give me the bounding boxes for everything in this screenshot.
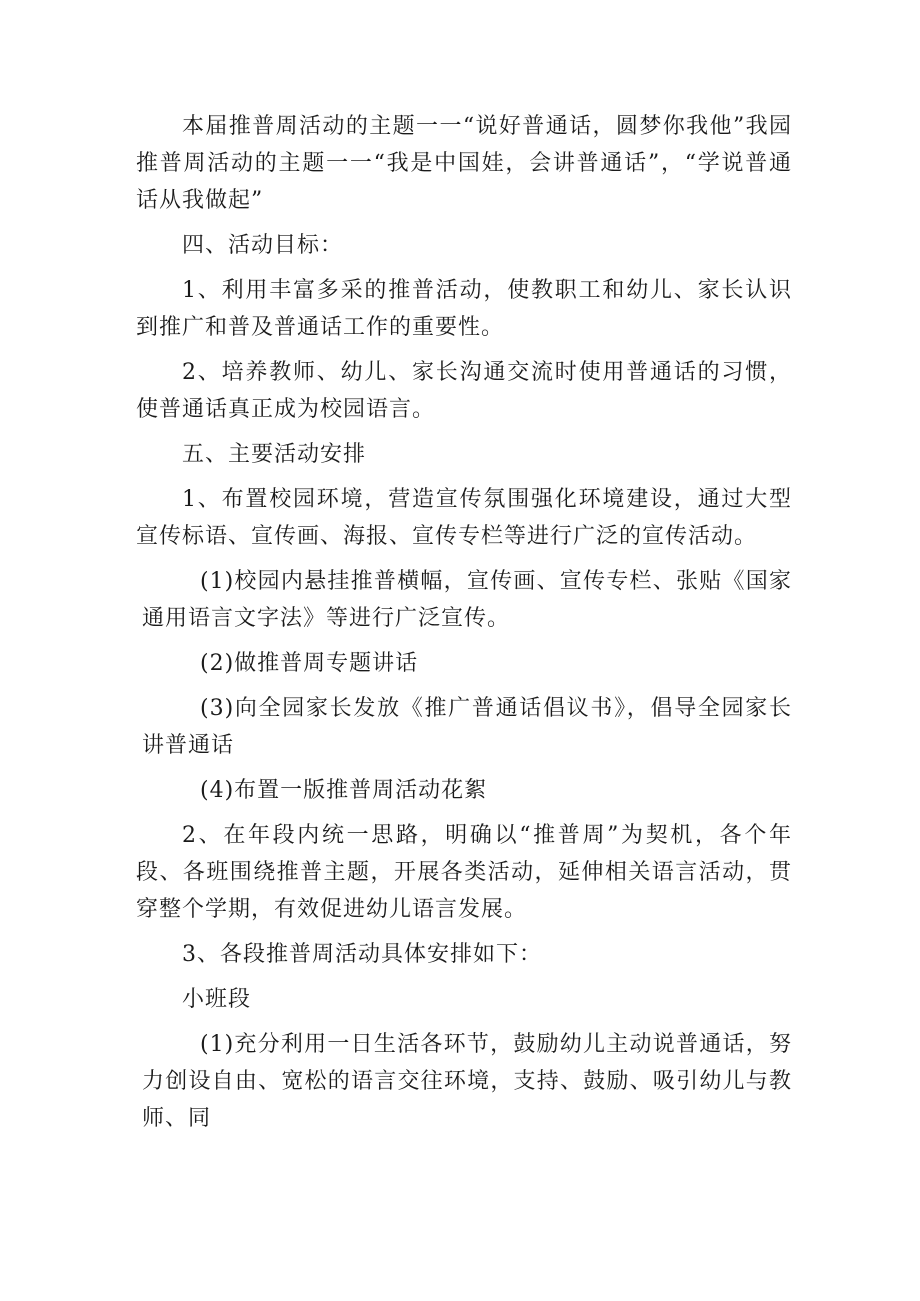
paragraph-sub-item-3: (3)向全园家长发放《推广普通话倡议书》，倡导全园家长讲普通话 xyxy=(142,696,792,758)
paragraph-arrangement-2: 2、在年段内统一思路，明确以“推普周”为契机，各个年段、各班围绕推普主题，开展各类活动，延伸相关语言活动，贯穿整个学期，有效促进幼儿语言发展。 xyxy=(136,823,792,922)
heading-small-class: 小班段 xyxy=(182,987,252,1012)
paragraph-theme: 本届推普周活动的主题一一“说好普通话，圆梦你我他”我园推普周活动的主题一一“我是中国娃，会讲普通话”，“学说普通话从我做起” xyxy=(136,114,792,213)
paragraph-arrangement-3: 3、各段推普周活动具体安排如下： xyxy=(182,942,542,967)
heading-main-arrangements: 五、主要活动安排 xyxy=(182,442,367,467)
paragraph-sub-item-4: (4)布置一版推普周活动花絮 xyxy=(200,778,488,803)
paragraph-goal-1: 1、利用丰富多采的推普活动，使教职工和幼儿、家长认识到推广和普及普通话工作的重要性。 xyxy=(136,278,792,340)
paragraph-small-class-item-1: (1)充分利用一日生活各环节，鼓励幼儿主动说普通话，努力创设自由、宽松的语言交往环境，支持、鼓励、吸引幼儿与教师、同 xyxy=(142,1032,792,1131)
paragraph-sub-item-1: (1)校园内悬挂推普横幅，宣传画、宣传专栏、张贴《国家通用语言文字法》等进行广泛宣传。 xyxy=(142,569,792,631)
paragraph-sub-item-2: (2)做推普周专题讲话 xyxy=(200,651,419,676)
paragraph-goal-2: 2、培养教师、幼儿、家长沟通交流时使用普通话的习惯，使普通话真正成为校园语言。 xyxy=(136,360,792,422)
heading-activity-goals: 四、活动目标： xyxy=(182,233,344,258)
paragraph-arrangement-1: 1、布置校园环境，营造宣传氛围强化环境建设，通过大型宣传标语、宣传画、海报、宣传专栏等进行广泛的宣传活动。 xyxy=(136,487,792,549)
